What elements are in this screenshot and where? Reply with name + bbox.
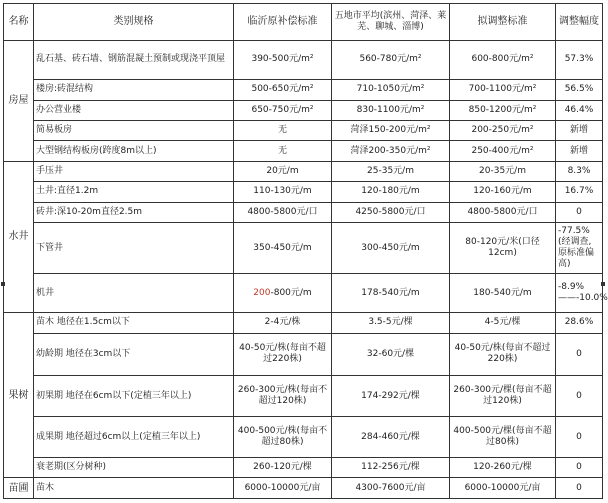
cell-spec: 大型钢结构板房(跨度8m以上) (34, 141, 234, 161)
cell-rate: 57.3% (556, 40, 603, 80)
cell-original-rest: -800元/m (270, 287, 312, 298)
cell-spec: 成果期 地径超过6cm以上(定植三年以上) (34, 417, 234, 458)
cell-adjusted: 80-120元/米(口径12cm) (450, 222, 556, 274)
category-house: 房屋 (4, 40, 34, 161)
cell-rate: 56.5% (556, 80, 603, 100)
cell-spec: 机井 (34, 274, 234, 313)
cell-average: 32-60元/棵 (332, 333, 450, 376)
cell-original (234, 274, 332, 313)
header-name: 名称 (4, 4, 34, 41)
table-row (4, 458, 603, 478)
cell-adjusted: 120-260元/棵 (450, 458, 556, 478)
cell-average: 174-292元/棵 (332, 376, 450, 417)
cell-rate: 46.4% (556, 100, 603, 120)
cell-average: 112-256元/棵 (332, 458, 450, 478)
cell-spec: 土井:直径1.2m (34, 182, 234, 202)
cell-adjusted: 600-800元/m² (450, 40, 556, 80)
category-well: 水井 (4, 161, 34, 312)
cell-rate: 0 (556, 376, 603, 417)
resize-handle-left[interactable] (1, 282, 5, 286)
category-nursery: 苗圃 (4, 478, 34, 499)
resize-handle-right[interactable] (601, 282, 605, 286)
cell-original: 500-650元/m² (234, 80, 332, 100)
cell-rate: 8.3% (556, 161, 603, 181)
table-row (4, 141, 603, 161)
cell-original: 6000-10000元/亩 (234, 478, 332, 499)
category-fruit: 果树 (4, 313, 34, 478)
cell-average: 300-450元/m (332, 222, 450, 274)
cell-average: 710-1050元/m² (332, 80, 450, 100)
cell-adjusted: 4-5元/棵 (450, 313, 556, 333)
strikethrough-value: 200 (253, 287, 271, 298)
table-row (4, 222, 603, 274)
cell-spec: 简易板房 (34, 121, 234, 141)
cell-original: 110-130元/m (234, 182, 332, 202)
cell-adjusted: 250-400元/m² (450, 141, 556, 161)
cell-original: 650-750元/m² (234, 100, 332, 120)
cell-original: 2-4元/株 (234, 313, 332, 333)
cell-average: 178-540元/m (332, 274, 450, 313)
cell-adjusted: 6000-10000元/亩 (450, 478, 556, 499)
table-row (4, 40, 603, 80)
header-row (4, 4, 603, 41)
table-row (4, 313, 603, 333)
cell-average: 25-35元/m (332, 161, 450, 181)
cell-adjusted: 4800-5800元/口 (450, 202, 556, 222)
cell-spec: 办公营业楼 (34, 100, 234, 120)
cell-original: 350-450元/m (234, 222, 332, 274)
cell-spec: 楼房:砖混结构 (34, 80, 234, 100)
cell-original: 260-300元/株(每亩不超过120株) (234, 376, 332, 417)
table-row (4, 121, 603, 141)
cell-rate: 0 (556, 333, 603, 376)
cell-adjusted: 200-250元/m² (450, 121, 556, 141)
cell-spec: 手压井 (34, 161, 234, 181)
cell-original: 390-500元/m² (234, 40, 332, 80)
cell-rate: 0 (556, 478, 603, 499)
cell-rate: 新增 (556, 121, 603, 141)
cell-average: 120-180元/m (332, 182, 450, 202)
cell-adjusted: 120-160元/m (450, 182, 556, 202)
cell-spec: 下管井 (34, 222, 234, 274)
cell-spec: 乱石基、砖石墙、钢筋混凝土预制或现浇平顶屋 (34, 40, 234, 80)
compensation-table (3, 3, 608, 499)
table-row (4, 478, 603, 499)
cell-original: 400-500元/株(每亩不超过80株) (234, 417, 332, 458)
cell-original: 无 (234, 141, 332, 161)
cell-average: 4300-7600元/亩 (332, 478, 450, 499)
table-row (4, 333, 603, 376)
header-adjusted: 拟调整标准 (450, 4, 556, 41)
table-row (4, 202, 603, 222)
cell-adjusted: 700-1100元/m² (450, 80, 556, 100)
table-row (4, 100, 603, 120)
cell-original: 40-50元/株(每亩不超过220株) (234, 333, 332, 376)
cell-rate: 0 (556, 417, 603, 458)
cell-rate: 28.6% (556, 313, 603, 333)
cell-original: 260-120元/棵 (234, 458, 332, 478)
cell-rate: -8.9%——-10.0% (556, 274, 603, 313)
table-row (4, 417, 603, 458)
cell-rate: 0 (556, 202, 603, 222)
cell-rate: 新增 (556, 141, 603, 161)
cell-spec: 苗木 地径在1.5cm以下 (34, 313, 234, 333)
cell-adjusted: 180-540元/m (450, 274, 556, 313)
cell-original: 无 (234, 121, 332, 141)
cell-average: 830-1100元/m² (332, 100, 450, 120)
cell-average: 菏泽200-350元/m² (332, 141, 450, 161)
cell-average: 284-460元/棵 (332, 417, 450, 458)
header-average: 五地市平均(滨州、菏泽、莱芜、聊城、淄博) (332, 4, 450, 41)
cell-adjusted: 850-1200元/m² (450, 100, 556, 120)
table-row (4, 274, 603, 313)
cell-average: 3.5-5元/棵 (332, 313, 450, 333)
cell-spec: 苗木 (34, 478, 234, 499)
header-rate: 调整幅度 (556, 4, 603, 41)
cell-rate: 0 (556, 458, 603, 478)
table-row (4, 161, 603, 181)
cell-spec: 幼龄期 地径在3cm以下 (34, 333, 234, 376)
cell-spec: 衰老期(区分树种) (34, 458, 234, 478)
table-row (4, 80, 603, 100)
cell-adjusted: 20-35元/m (450, 161, 556, 181)
header-spec: 类别规格 (34, 4, 234, 41)
cell-spec: 砖井:深10-20m直径2.5m (34, 202, 234, 222)
cell-original: 4800-5800元/口 (234, 202, 332, 222)
header-original: 临沂原补偿标准 (234, 4, 332, 41)
cell-rate: -77.5%(经调查,原标准偏高) (556, 222, 603, 274)
cell-spec: 初果期 地径在6cm以下(定植三年以上) (34, 376, 234, 417)
cell-average: 菏泽150-200元/m² (332, 121, 450, 141)
cell-original: 20元/m (234, 161, 332, 181)
cell-adjusted: 260-300元/棵(每亩不超过120株) (450, 376, 556, 417)
cell-average: 4250-5800元/口 (332, 202, 450, 222)
table-row (4, 376, 603, 417)
cell-adjusted: 400-500元/棵(每亩不超过80株) (450, 417, 556, 458)
cell-rate: 16.7% (556, 182, 603, 202)
cell-adjusted: 40-50元/株(每亩不超过220株) (450, 333, 556, 376)
cell-average: 560-780元/m² (332, 40, 450, 80)
table-row (4, 182, 603, 202)
